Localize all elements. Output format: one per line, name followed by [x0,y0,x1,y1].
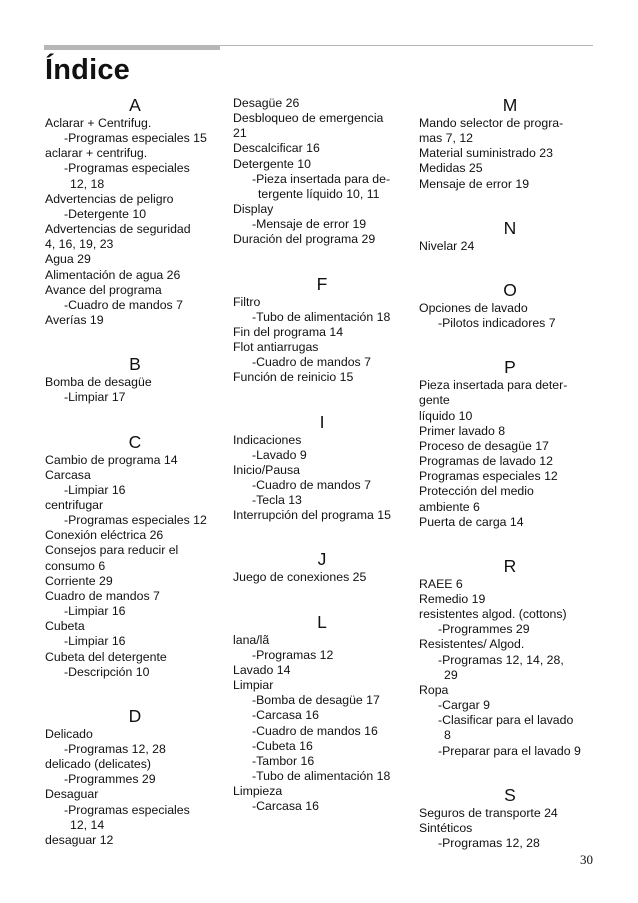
index-entry: RAEE 6 [419,576,463,591]
index-section-c [45,433,225,680]
section-letter: R [503,555,517,576]
index-subentry: -Cargar 9 [438,698,490,713]
index-subentry: 12, 18 [70,176,105,191]
index-subentry: -Programas 12, 14, 28, [438,652,564,667]
index-entry: Lavado 14 [233,662,291,677]
index-entry: Desaguar [45,787,99,802]
section-letter: C [128,431,142,452]
index-subentry: -Programas especiales [64,161,190,176]
index-entry: aclarar + centrifug. [45,146,148,161]
index-section-s [419,786,601,851]
section-letter: P [504,357,516,378]
index-subentry: -Bomba de desagüe 17 [252,693,380,708]
page-number: 30 [580,852,593,867]
index-entry: Sintéticos [419,820,473,835]
index-subentry: -Programmes 29 [438,622,530,637]
index-entry: Ropa [419,682,449,697]
index-entry: 21 [233,126,247,141]
index-entry: Mensaje de error 19 [419,176,530,191]
index-subentry: -Mensaje de error 19 [252,217,367,232]
index-subentry: -Tubo de alimentación 18 [252,309,391,324]
index-entry: Conexión eléctrica 26 [45,528,164,543]
index-entry: delicado (delicates) [45,757,151,772]
index-entry: Inicio/Pausa [233,462,300,477]
index-entry: Indicaciones [233,432,302,447]
index-subentry: -Tambor 16 [252,753,315,768]
index-entry: Programas de lavado 12 [419,454,553,469]
index-entry: Programas especiales 12 [419,469,558,484]
index-section-i [233,413,411,524]
index-entry: Opciones de lavado [419,300,528,315]
index-subentry: -Programas 12, 28 [64,742,166,756]
section-letter: J [317,549,327,570]
index-section-p [419,358,601,530]
index-entry: Mando selector de progra- [419,116,564,130]
index-section-continued [233,96,411,248]
index-entry: Advertencias de peligro [45,191,174,206]
index-entry: centrifugar [45,497,104,512]
index-section-n [419,219,601,254]
index-subentry: 12, 14 [70,817,105,832]
index-entry: resistentes algod. (cottons) [419,607,567,622]
index-subentry: -Lavado 9 [252,447,307,462]
section-letter: O [503,279,517,300]
index-entry: gente [419,393,450,408]
index-entry: Alimentación de agua 26 [45,267,181,282]
index-section-l [233,613,411,815]
index-section-f [233,275,411,386]
index-entry: Función de reinicio 15 [233,370,354,385]
index-entry: 4, 16, 19, 23 [45,237,114,252]
index-subentry: -Programas especiales 12 [64,513,207,528]
index-subentry: -Tubo de alimentación 18 [252,769,391,783]
index-entry: Fin del programa 14 [233,324,344,339]
index-entry: Medidas 25 [419,161,483,176]
index-entry: Agua 29 [45,252,91,267]
index-section-m [419,96,601,192]
index-entry: consumo 6 [45,558,106,573]
index-entry: Bomba de desagüe [45,375,152,390]
index-entry: Delicado [45,726,93,741]
section-letter: D [128,705,142,726]
section-letter: B [129,354,141,375]
index-column-2 [233,96,411,841]
index-section-o [419,281,601,331]
index-entry: Juego de conexiones 25 [233,570,367,585]
index-subentry: -Clasificar para el lavado [438,713,574,728]
index-section-b [45,355,225,405]
index-column-3 [419,96,601,878]
index-subentry: -Tecla 13 [252,493,302,508]
index-subentry: -Programas 12, 28 [438,836,540,850]
index-subentry: -Detergente 10 [64,206,147,221]
index-subentry: -Limpiar 17 [64,390,126,405]
section-letter: A [129,95,141,115]
index-subentry: -Descripción 10 [64,664,150,679]
index-entry: Desbloqueo de emergencia [233,111,384,126]
index-subentry: -Cuadro de mandos 7 [252,355,371,370]
index-subentry: -Cubeta 16 [252,738,313,753]
index-subentry: -Programas especiales [64,802,190,817]
index-section-r [419,557,601,759]
index-subentry: 8 [444,728,451,743]
section-letter: S [504,784,516,805]
index-subentry: -Carcasa 16 [252,799,319,814]
index-entry: Material suministrado 23 [419,146,553,161]
index-subentry: -Preparar para el lavado 9 [438,743,581,758]
index-subentry: -Cuadro de mandos 7 [64,297,183,312]
index-entry: Averías 19 [45,313,104,328]
index-entry: Flot antiarrugas [233,340,319,355]
index-entry: Limpieza [233,784,283,799]
section-letter: I [319,411,325,432]
index-entry: Cubeta del detergente [45,649,167,664]
index-subentry: -Carcasa 16 [252,708,319,723]
index-subentry: -Cuadro de mandos 7 [252,477,371,492]
index-entry: desaguar 12 [45,832,114,847]
index-entry: Cambio de programa 14 [45,452,178,467]
index-entry: lana/lã [233,632,270,647]
index-entry: Cuadro de mandos 7 [45,588,160,603]
index-entry: líquido 10 [419,408,473,423]
index-subentry: 29 [444,667,458,682]
index-entry: Aclarar + Centrifug. [45,116,152,130]
section-letter: L [317,611,327,632]
index-entry: Consejos para reducir el [45,543,179,558]
index-entry: Seguros de transporte 24 [419,805,558,820]
index-entry: Protección del medio [419,484,534,499]
index-entry: Advertencias de seguridad [45,222,191,237]
index-entry: Primer lavado 8 [419,423,506,438]
index-section-a [45,96,225,328]
index-entry: Descalcificar 16 [233,141,320,156]
index-subentry: -Cuadro de mandos 16 [252,723,378,738]
index-entry: Resistentes/ Algod. [419,637,525,652]
index-subentry: -Programas especiales 15 [64,131,207,146]
index-section-j [233,550,411,585]
index-entry: Pieza insertada para deter- [419,378,568,393]
index-entry: Cubeta [45,619,85,634]
index-subentry: -Programmes 29 [64,772,156,787]
index-subentry: -Pieza insertada para de- [252,171,391,186]
index-subentry: tergente líquido 10, 11 [258,186,380,201]
index-section-d [45,707,225,848]
index-entry: Carcasa [45,467,91,482]
index-subentry: -Limpiar 16 [64,634,126,649]
index-column-1 [45,96,225,875]
index-entry: Desagüe 26 [233,96,300,110]
index-entry: Interrupción del programa 15 [233,508,391,523]
section-letter: F [316,273,328,294]
index-entry: Corriente 29 [45,573,113,588]
index-entry: Filtro [233,294,261,309]
section-letter: M [502,95,518,115]
index-entry: Puerta de carga 14 [419,514,524,529]
index-entry: Detergente 10 [233,156,311,171]
index-subentry: -Pilotos indicadores 7 [438,316,556,331]
index-subentry: -Programas 12 [252,647,334,662]
index-entry: Remedio 19 [419,591,486,606]
index-entry: ambiente 6 [419,499,480,514]
index-subentry: -Limpiar 16 [64,482,126,497]
index-entry: Nivelar 24 [419,238,475,253]
index-entry: Limpiar [233,678,274,693]
index-entry: Proceso de desagüe 17 [419,438,549,453]
index-entry: Avance del programa [45,282,162,297]
page-title: Índice [45,54,130,86]
index-subentry: -Limpiar 16 [64,604,126,619]
index-entry: Display [233,202,274,217]
section-letter: N [503,217,517,238]
index-entry: Duración del programa 29 [233,232,376,247]
header-rule-accent [44,45,220,50]
index-entry: mas 7, 12 [419,131,473,146]
